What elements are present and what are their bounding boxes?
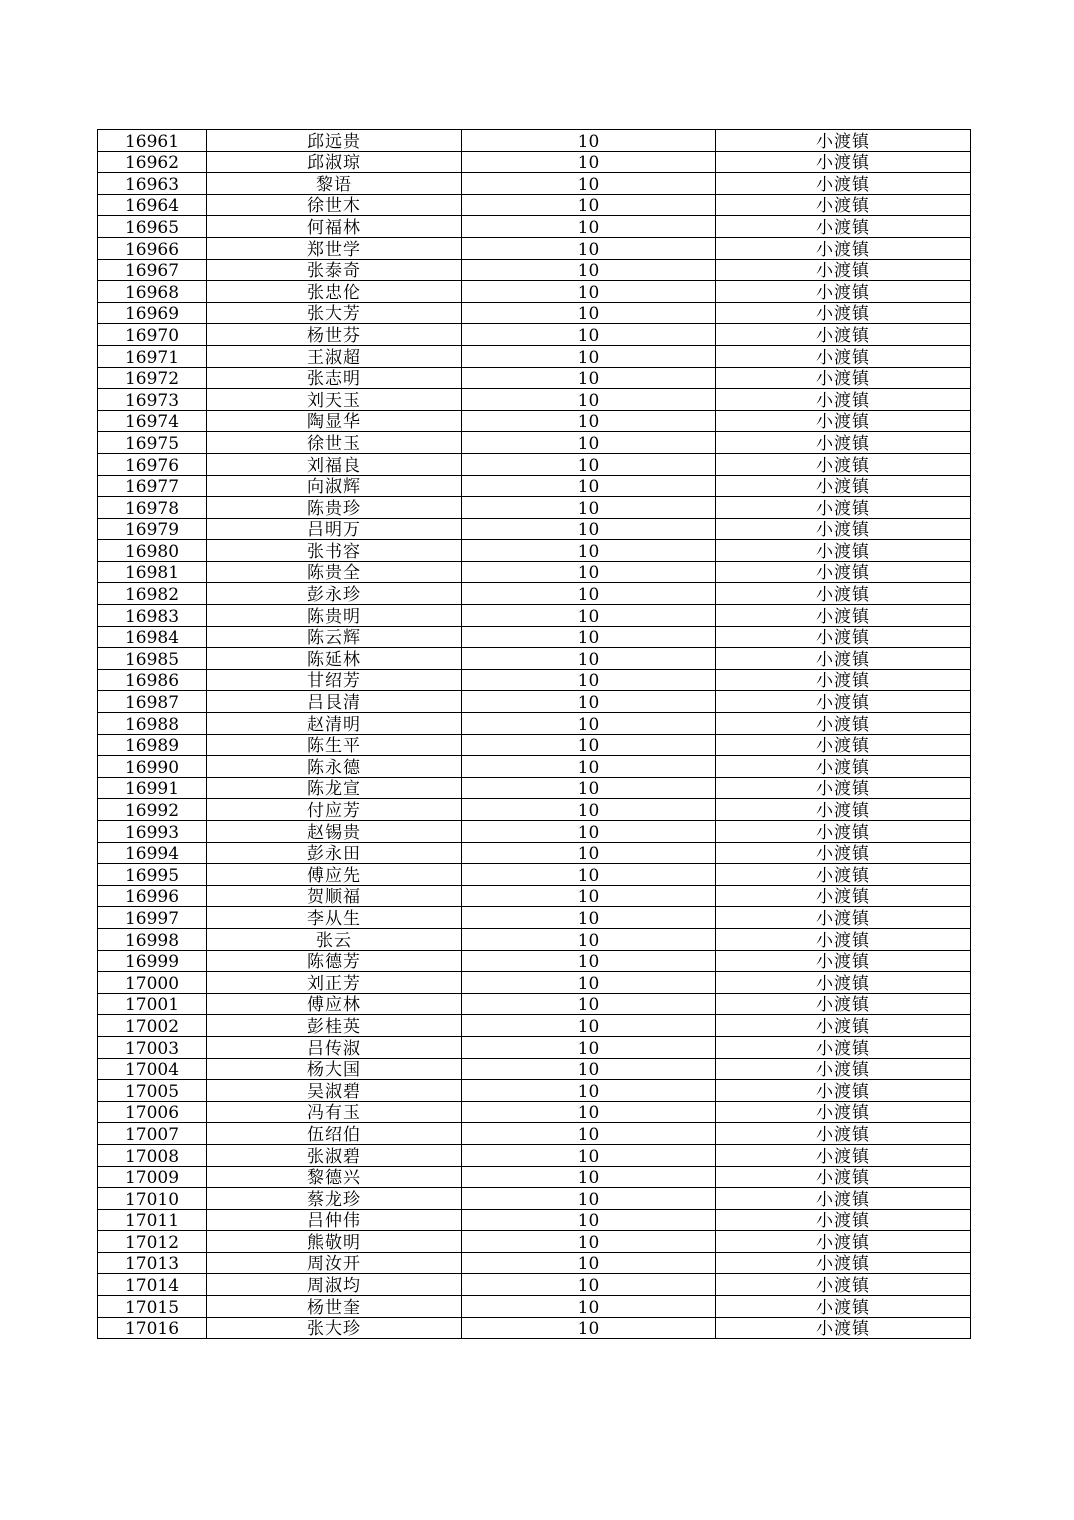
name-cell: 陈贵珍 — [207, 497, 462, 519]
amount-cell: 10 — [462, 950, 716, 972]
table-row — [98, 1036, 971, 1058]
amount-cell: 10 — [462, 281, 716, 303]
amount-cell: 10 — [462, 928, 716, 950]
name-cell: 陈云辉 — [207, 626, 462, 648]
table-row — [98, 821, 971, 843]
table-row — [98, 1296, 971, 1318]
town-cell: 小渡镇 — [716, 302, 971, 324]
town-cell: 小渡镇 — [716, 1015, 971, 1037]
row-number-cell: 16995 — [98, 864, 207, 886]
table-row — [98, 928, 971, 950]
name-cell: 杨大国 — [207, 1058, 462, 1080]
town-cell: 小渡镇 — [716, 842, 971, 864]
row-number-cell: 17016 — [98, 1317, 207, 1339]
table-row — [98, 626, 971, 648]
row-number-cell: 16970 — [98, 324, 207, 346]
amount-cell: 10 — [462, 1080, 716, 1102]
amount-cell: 10 — [462, 1123, 716, 1145]
town-cell: 小渡镇 — [716, 1188, 971, 1210]
row-number-cell: 16999 — [98, 950, 207, 972]
name-cell: 蔡龙珍 — [207, 1188, 462, 1210]
table-row — [98, 583, 971, 605]
town-cell: 小渡镇 — [716, 993, 971, 1015]
row-number-cell: 16964 — [98, 194, 207, 216]
amount-cell: 10 — [462, 259, 716, 281]
name-cell: 杨世芬 — [207, 324, 462, 346]
table-row — [98, 842, 971, 864]
town-cell: 小渡镇 — [716, 1252, 971, 1274]
row-number-cell: 16991 — [98, 777, 207, 799]
table-row — [98, 561, 971, 583]
row-number-cell: 17005 — [98, 1080, 207, 1102]
row-number-cell: 16962 — [98, 151, 207, 173]
amount-cell: 10 — [462, 561, 716, 583]
row-number-cell: 16976 — [98, 453, 207, 475]
table-row — [98, 950, 971, 972]
row-number-cell: 16983 — [98, 605, 207, 627]
town-cell: 小渡镇 — [716, 583, 971, 605]
amount-cell: 10 — [462, 367, 716, 389]
town-cell: 小渡镇 — [716, 259, 971, 281]
row-number-cell: 16996 — [98, 885, 207, 907]
name-cell: 张泰奇 — [207, 259, 462, 281]
row-number-cell: 17003 — [98, 1036, 207, 1058]
town-cell: 小渡镇 — [716, 1101, 971, 1123]
amount-cell: 10 — [462, 993, 716, 1015]
town-cell: 小渡镇 — [716, 432, 971, 454]
row-number-cell: 16997 — [98, 907, 207, 929]
table-row — [98, 453, 971, 475]
table-row — [98, 669, 971, 691]
name-cell: 彭桂英 — [207, 1015, 462, 1037]
amount-cell: 10 — [462, 1101, 716, 1123]
town-cell: 小渡镇 — [716, 151, 971, 173]
amount-cell: 10 — [462, 885, 716, 907]
amount-cell: 10 — [462, 734, 716, 756]
name-cell: 黎语 — [207, 173, 462, 195]
amount-cell: 10 — [462, 540, 716, 562]
town-cell: 小渡镇 — [716, 1123, 971, 1145]
table-row — [98, 713, 971, 735]
name-cell: 邱淑琼 — [207, 151, 462, 173]
town-cell: 小渡镇 — [716, 648, 971, 670]
row-number-cell: 16992 — [98, 799, 207, 821]
name-cell: 黎德兴 — [207, 1166, 462, 1188]
table-row — [98, 799, 971, 821]
table-row — [98, 130, 971, 152]
table-row — [98, 324, 971, 346]
name-cell: 付应芳 — [207, 799, 462, 821]
town-cell: 小渡镇 — [716, 605, 971, 627]
row-number-cell: 17013 — [98, 1252, 207, 1274]
amount-cell: 10 — [462, 1036, 716, 1058]
table-row — [98, 475, 971, 497]
town-cell: 小渡镇 — [716, 561, 971, 583]
name-cell: 杨世奎 — [207, 1296, 462, 1318]
town-cell: 小渡镇 — [716, 281, 971, 303]
name-cell: 张忠伦 — [207, 281, 462, 303]
amount-cell: 10 — [462, 972, 716, 994]
name-cell: 周汝开 — [207, 1252, 462, 1274]
name-cell: 向淑辉 — [207, 475, 462, 497]
amount-cell: 10 — [462, 1166, 716, 1188]
town-cell: 小渡镇 — [716, 972, 971, 994]
town-cell: 小渡镇 — [716, 928, 971, 950]
name-cell: 陈贵明 — [207, 605, 462, 627]
table-row — [98, 1188, 971, 1210]
town-cell: 小渡镇 — [716, 821, 971, 843]
table-row — [98, 1317, 971, 1339]
row-number-cell: 16981 — [98, 561, 207, 583]
amount-cell: 10 — [462, 410, 716, 432]
amount-cell: 10 — [462, 605, 716, 627]
town-cell: 小渡镇 — [716, 540, 971, 562]
row-number-cell: 16988 — [98, 713, 207, 735]
town-cell: 小渡镇 — [716, 1317, 971, 1339]
amount-cell: 10 — [462, 799, 716, 821]
row-number-cell: 16987 — [98, 691, 207, 713]
name-cell: 张书容 — [207, 540, 462, 562]
amount-cell: 10 — [462, 432, 716, 454]
amount-cell: 10 — [462, 216, 716, 238]
name-cell: 吕仲伟 — [207, 1209, 462, 1231]
table-row — [98, 540, 971, 562]
name-cell: 冯有玉 — [207, 1101, 462, 1123]
row-number-cell: 16994 — [98, 842, 207, 864]
name-cell: 徐世玉 — [207, 432, 462, 454]
row-number-cell: 17004 — [98, 1058, 207, 1080]
town-cell: 小渡镇 — [716, 237, 971, 259]
table-row — [98, 1209, 971, 1231]
row-number-cell: 16989 — [98, 734, 207, 756]
row-number-cell: 16972 — [98, 367, 207, 389]
row-number-cell: 17001 — [98, 993, 207, 1015]
town-cell: 小渡镇 — [716, 173, 971, 195]
data-table — [97, 129, 971, 1339]
name-cell: 邱远贵 — [207, 130, 462, 152]
town-cell: 小渡镇 — [716, 777, 971, 799]
amount-cell: 10 — [462, 842, 716, 864]
amount-cell: 10 — [462, 756, 716, 778]
name-cell: 徐世木 — [207, 194, 462, 216]
amount-cell: 10 — [462, 713, 716, 735]
table-row — [98, 972, 971, 994]
name-cell: 熊敬明 — [207, 1231, 462, 1253]
town-cell: 小渡镇 — [716, 1080, 971, 1102]
name-cell: 刘天玉 — [207, 389, 462, 411]
row-number-cell: 17015 — [98, 1296, 207, 1318]
table-row — [98, 907, 971, 929]
row-number-cell: 17010 — [98, 1188, 207, 1210]
table-row — [98, 518, 971, 540]
row-number-cell: 17009 — [98, 1166, 207, 1188]
town-cell: 小渡镇 — [716, 324, 971, 346]
table-row — [98, 1015, 971, 1037]
town-cell: 小渡镇 — [716, 216, 971, 238]
amount-cell: 10 — [462, 1144, 716, 1166]
town-cell: 小渡镇 — [716, 669, 971, 691]
row-number-cell: 16968 — [98, 281, 207, 303]
name-cell: 吴淑碧 — [207, 1080, 462, 1102]
name-cell: 陈永德 — [207, 756, 462, 778]
table-row — [98, 734, 971, 756]
amount-cell: 10 — [462, 453, 716, 475]
row-number-cell: 17006 — [98, 1101, 207, 1123]
amount-cell: 10 — [462, 777, 716, 799]
name-cell: 甘绍芳 — [207, 669, 462, 691]
row-number-cell: 16975 — [98, 432, 207, 454]
table-row — [98, 281, 971, 303]
amount-cell: 10 — [462, 475, 716, 497]
row-number-cell: 17002 — [98, 1015, 207, 1037]
town-cell: 小渡镇 — [716, 389, 971, 411]
amount-cell: 10 — [462, 1209, 716, 1231]
row-number-cell: 17000 — [98, 972, 207, 994]
town-cell: 小渡镇 — [716, 907, 971, 929]
row-number-cell: 16963 — [98, 173, 207, 195]
row-number-cell: 17011 — [98, 1209, 207, 1231]
name-cell: 张大芳 — [207, 302, 462, 324]
row-number-cell: 17012 — [98, 1231, 207, 1253]
row-number-cell: 17008 — [98, 1144, 207, 1166]
table-row — [98, 691, 971, 713]
table-body — [98, 130, 971, 1339]
row-number-cell: 17007 — [98, 1123, 207, 1145]
town-cell: 小渡镇 — [716, 1231, 971, 1253]
amount-cell: 10 — [462, 1231, 716, 1253]
row-number-cell: 16973 — [98, 389, 207, 411]
name-cell: 刘正芳 — [207, 972, 462, 994]
amount-cell: 10 — [462, 691, 716, 713]
row-number-cell: 16984 — [98, 626, 207, 648]
amount-cell: 10 — [462, 324, 716, 346]
town-cell: 小渡镇 — [716, 1274, 971, 1296]
amount-cell: 10 — [462, 669, 716, 691]
amount-cell: 10 — [462, 1058, 716, 1080]
table-row — [98, 151, 971, 173]
name-cell: 赵锡贵 — [207, 821, 462, 843]
name-cell: 张云 — [207, 928, 462, 950]
amount-cell: 10 — [462, 389, 716, 411]
table-row — [98, 432, 971, 454]
name-cell: 傅应林 — [207, 993, 462, 1015]
amount-cell: 10 — [462, 1274, 716, 1296]
town-cell: 小渡镇 — [716, 1166, 971, 1188]
table-row — [98, 993, 971, 1015]
row-number-cell: 16967 — [98, 259, 207, 281]
amount-cell: 10 — [462, 1015, 716, 1037]
town-cell: 小渡镇 — [716, 410, 971, 432]
town-cell: 小渡镇 — [716, 799, 971, 821]
table-row — [98, 1252, 971, 1274]
table-row — [98, 410, 971, 432]
name-cell: 陈龙宣 — [207, 777, 462, 799]
amount-cell: 10 — [462, 583, 716, 605]
row-number-cell: 16965 — [98, 216, 207, 238]
town-cell: 小渡镇 — [716, 950, 971, 972]
table-row — [98, 648, 971, 670]
town-cell: 小渡镇 — [716, 475, 971, 497]
name-cell: 陶显华 — [207, 410, 462, 432]
town-cell: 小渡镇 — [716, 1296, 971, 1318]
name-cell: 李从生 — [207, 907, 462, 929]
table-row — [98, 367, 971, 389]
row-number-cell: 16978 — [98, 497, 207, 519]
row-number-cell: 16993 — [98, 821, 207, 843]
town-cell: 小渡镇 — [716, 713, 971, 735]
amount-cell: 10 — [462, 626, 716, 648]
table-row — [98, 1123, 971, 1145]
name-cell: 吕艮清 — [207, 691, 462, 713]
name-cell: 张志明 — [207, 367, 462, 389]
town-cell: 小渡镇 — [716, 734, 971, 756]
amount-cell: 10 — [462, 907, 716, 929]
name-cell: 周淑均 — [207, 1274, 462, 1296]
table-row — [98, 389, 971, 411]
name-cell: 陈生平 — [207, 734, 462, 756]
town-cell: 小渡镇 — [716, 1058, 971, 1080]
name-cell: 吕传淑 — [207, 1036, 462, 1058]
row-number-cell: 16985 — [98, 648, 207, 670]
town-cell: 小渡镇 — [716, 864, 971, 886]
name-cell: 刘福良 — [207, 453, 462, 475]
table-row — [98, 605, 971, 627]
name-cell: 傅应先 — [207, 864, 462, 886]
row-number-cell: 16971 — [98, 345, 207, 367]
town-cell: 小渡镇 — [716, 885, 971, 907]
name-cell: 何福林 — [207, 216, 462, 238]
amount-cell: 10 — [462, 1317, 716, 1339]
table-row — [98, 864, 971, 886]
table-row — [98, 1101, 971, 1123]
row-number-cell: 16977 — [98, 475, 207, 497]
row-number-cell: 16998 — [98, 928, 207, 950]
table-row — [98, 237, 971, 259]
town-cell: 小渡镇 — [716, 1036, 971, 1058]
table-row — [98, 1080, 971, 1102]
town-cell: 小渡镇 — [716, 130, 971, 152]
row-number-cell: 17014 — [98, 1274, 207, 1296]
row-number-cell: 16966 — [98, 237, 207, 259]
name-cell: 王淑超 — [207, 345, 462, 367]
table-row — [98, 302, 971, 324]
town-cell: 小渡镇 — [716, 194, 971, 216]
table-row — [98, 885, 971, 907]
table-row — [98, 194, 971, 216]
town-cell: 小渡镇 — [716, 518, 971, 540]
amount-cell: 10 — [462, 1188, 716, 1210]
name-cell: 吕明万 — [207, 518, 462, 540]
table-row — [98, 173, 971, 195]
table-row — [98, 1166, 971, 1188]
amount-cell: 10 — [462, 173, 716, 195]
amount-cell: 10 — [462, 237, 716, 259]
amount-cell: 10 — [462, 302, 716, 324]
amount-cell: 10 — [462, 518, 716, 540]
table-row — [98, 345, 971, 367]
town-cell: 小渡镇 — [716, 367, 971, 389]
town-cell: 小渡镇 — [716, 691, 971, 713]
amount-cell: 10 — [462, 1252, 716, 1274]
row-number-cell: 16974 — [98, 410, 207, 432]
name-cell: 陈延林 — [207, 648, 462, 670]
table-row — [98, 777, 971, 799]
row-number-cell: 16990 — [98, 756, 207, 778]
row-number-cell: 16986 — [98, 669, 207, 691]
name-cell: 彭永珍 — [207, 583, 462, 605]
amount-cell: 10 — [462, 345, 716, 367]
row-number-cell: 16961 — [98, 130, 207, 152]
amount-cell: 10 — [462, 497, 716, 519]
row-number-cell: 16969 — [98, 302, 207, 324]
table-row — [98, 1144, 971, 1166]
town-cell: 小渡镇 — [716, 1144, 971, 1166]
row-number-cell: 16979 — [98, 518, 207, 540]
town-cell: 小渡镇 — [716, 626, 971, 648]
row-number-cell: 16980 — [98, 540, 207, 562]
town-cell: 小渡镇 — [716, 1209, 971, 1231]
name-cell: 赵清明 — [207, 713, 462, 735]
name-cell: 陈贵全 — [207, 561, 462, 583]
amount-cell: 10 — [462, 194, 716, 216]
amount-cell: 10 — [462, 1296, 716, 1318]
name-cell: 张大珍 — [207, 1317, 462, 1339]
name-cell: 张淑碧 — [207, 1144, 462, 1166]
amount-cell: 10 — [462, 130, 716, 152]
table-row — [98, 259, 971, 281]
name-cell: 贺顺福 — [207, 885, 462, 907]
row-number-cell: 16982 — [98, 583, 207, 605]
amount-cell: 10 — [462, 821, 716, 843]
name-cell: 伍绍伯 — [207, 1123, 462, 1145]
name-cell: 陈德芳 — [207, 950, 462, 972]
town-cell: 小渡镇 — [716, 345, 971, 367]
table-row — [98, 1231, 971, 1253]
table-row — [98, 1058, 971, 1080]
name-cell: 郑世学 — [207, 237, 462, 259]
town-cell: 小渡镇 — [716, 497, 971, 519]
table-row — [98, 216, 971, 238]
town-cell: 小渡镇 — [716, 453, 971, 475]
amount-cell: 10 — [462, 864, 716, 886]
amount-cell: 10 — [462, 648, 716, 670]
name-cell: 彭永田 — [207, 842, 462, 864]
amount-cell: 10 — [462, 151, 716, 173]
table-row — [98, 756, 971, 778]
town-cell: 小渡镇 — [716, 756, 971, 778]
table-row — [98, 497, 971, 519]
table-row — [98, 1274, 971, 1296]
